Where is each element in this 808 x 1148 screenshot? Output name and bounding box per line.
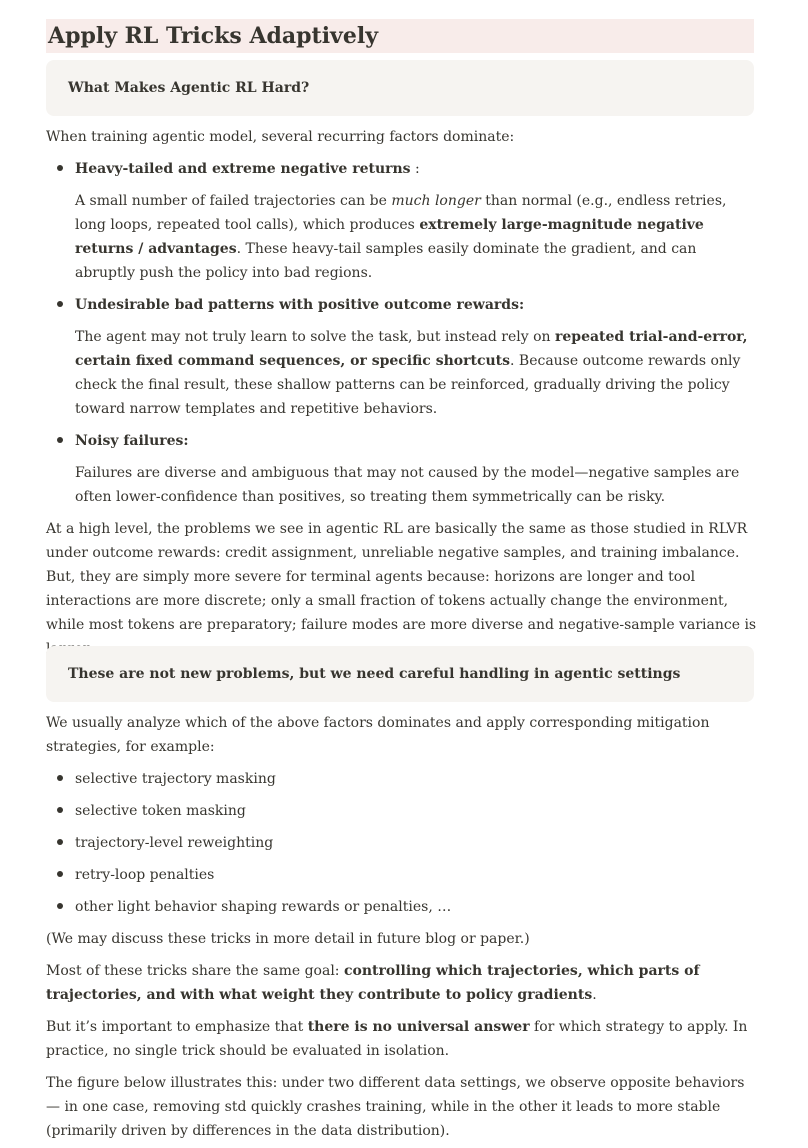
callout-careful-handling: These are not new problems, but we need careful handling in agentic settings: [46, 646, 754, 702]
factor-heavy-tailed-body: [75, 189, 755, 285]
bullet-dot: [57, 165, 63, 171]
bullet-dot: [57, 775, 63, 781]
body-text: for which strategy to apply. In practice, no single trick should be evaluated in isolation.: [46, 1019, 748, 1059]
body-bold: there is no universal answer: [307, 1019, 530, 1035]
body-bold: repeated trial-and-error, certain fixed command sequences, or specific shortcuts: [75, 329, 748, 369]
body-text: .: [592, 987, 597, 1003]
list-item: trajectory-level reweighting: [75, 835, 274, 851]
bullet-dot: [57, 839, 63, 845]
page-title: Apply RL Tricks Adaptively: [46, 19, 754, 53]
note-paragraph: (We may discuss these tricks in more detail in future blog or paper.): [46, 931, 530, 947]
body-bold: controlling which trajectories, which parts of trajectories, and with what weight they contribute to policy gradients: [46, 963, 700, 1003]
list-item: selective token masking: [75, 803, 246, 819]
body-text: The agent may not truly learn to solve the task, but instead rely on: [75, 329, 555, 345]
list-item: other light behavior shaping rewards or penalties, …: [75, 899, 452, 915]
summary-paragraph: At a high level, the problems we see in agentic RL are basically the same as those studied in RLVR under outcome rewards: credit assignment, unreliable negative samples, and training imbalance. But, they are simply more severe for terminal agents because: horizons are longer and tool interactions are more discrete; only a small fraction of tokens actually change the environment, while most tokens are preparatory; failure modes are more diverse and negative-sample variance is: [46, 521, 757, 633]
mitigation-intro: We usually analyze which of the above factors dominates and apply corresponding mitigation strategies, for example:: [46, 715, 710, 755]
emphasis-paragraph: [46, 1015, 758, 1063]
factor-title-text: Heavy-tailed and extreme negative returns: [75, 161, 411, 177]
factor-bad-patterns-body: [75, 325, 755, 421]
figure-intro-paragraph: The figure below illustrates this: under two different data settings, we observe opposite behaviors— in one case, removing std quickly crashes training, while in the other it leads to more stable (primarily driven by differences in the data distribution).: [46, 1075, 745, 1139]
factor-title-text: Noisy failures:: [75, 433, 189, 449]
factor-heavy-tailed-title: [75, 157, 755, 181]
list-item: retry-loop penalties: [75, 867, 215, 883]
bullet-dot: [57, 301, 63, 307]
factor-bad-patterns-title: [75, 293, 755, 317]
body-text: . These heavy-tail samples easily dominate the gradient, and can abruptly push the policy into bad regions.: [75, 241, 697, 281]
intro-paragraph: When training agentic model, several recurring factors dominate:: [46, 129, 515, 145]
body-italic: much longer: [391, 193, 481, 209]
bullet-dot: [57, 807, 63, 813]
goal-paragraph: [46, 959, 758, 1007]
bullet-dot: [57, 903, 63, 909]
body-text: Most of these tricks share the same goal:: [46, 963, 344, 979]
factor-title-text: Undesirable bad patterns with positive outcome rewards:: [75, 297, 525, 313]
factor-noisy-failures-body: Failures are diverse and ambiguous that may not caused by the model—negative samples are often lower-confidence than positives, so treating them symmetrically can be risky.: [75, 465, 740, 505]
factor-title-suffix: :: [410, 161, 420, 177]
callout-what-makes-hard: What Makes Agentic RL Hard?: [46, 60, 754, 116]
list-item: selective trajectory masking: [75, 771, 276, 787]
body-text: . Because outcome rewards only check the final result, these shallow patterns can be reinforced, gradually driving the policy toward narrow templates and repetitive behaviors.: [75, 353, 741, 417]
body-text: But it’s important to emphasize that: [46, 1019, 308, 1035]
body-text: A small number of failed trajectories can be: [75, 193, 392, 209]
body-bold: extremely large-magnitude negative returns / advantages: [75, 217, 704, 257]
bullet-dot: [57, 871, 63, 877]
bullet-dot: [57, 437, 63, 443]
factor-noisy-failures-title: [75, 429, 755, 453]
body-text: than normal (e.g., endless retries, long loops, repeated tool calls), which produces: [75, 193, 727, 233]
